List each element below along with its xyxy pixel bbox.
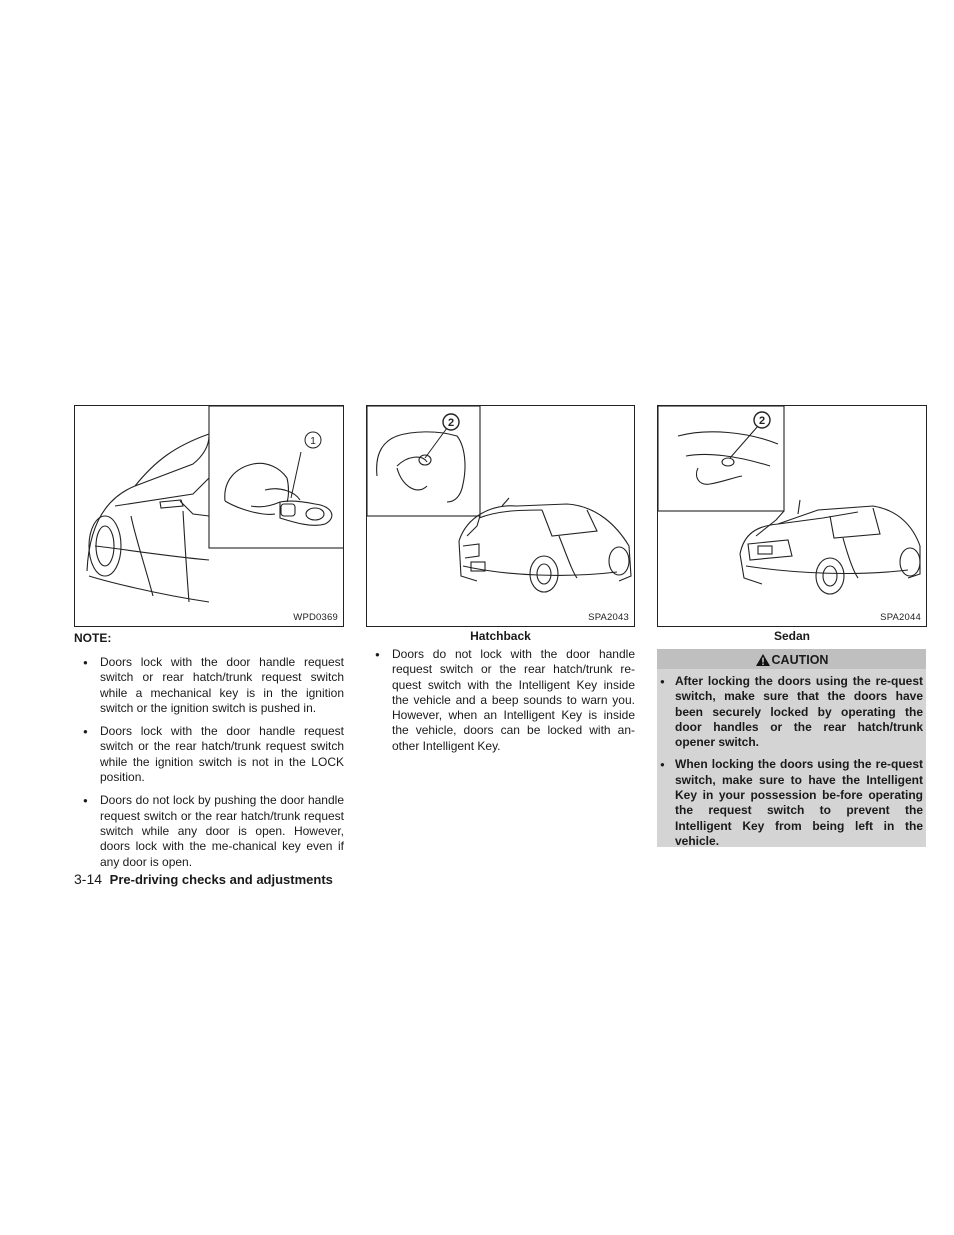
section-title: Pre-driving checks and adjustments xyxy=(109,872,333,887)
list-item: ● Doors do not lock by pushing the door handle request switch or the rear hatch/trunk request switch while any door is open. However, doors lock with the me-chanical key even if any door is open. xyxy=(74,793,344,869)
note-list xyxy=(74,655,344,878)
door-handle-illustration xyxy=(75,406,344,627)
list-item: ● After locking the doors using the re-quest switch, make sure that the doors have been securely locked by operating the door handles or the rear hatch/trunk opener switch. xyxy=(657,674,923,750)
figure-callout-2: 2 xyxy=(758,415,766,427)
list-item: ● Doors lock with the door handle request switch or the rear hatch/trunk request switch while the ignition switch is not in the LOCK position. xyxy=(74,724,344,785)
page-footer xyxy=(74,871,333,887)
figure-caption-hatchback: Hatchback xyxy=(470,629,531,643)
figure-callout-2: 2 xyxy=(447,417,455,429)
figure-callout-1: 1 xyxy=(310,436,316,447)
figure-code: SPA2044 xyxy=(880,612,921,623)
note-heading: NOTE: xyxy=(74,631,112,645)
caution-list xyxy=(657,674,923,856)
sedan-illustration xyxy=(658,406,927,627)
list-item: ● Doors do not lock with the door handle request switch or the rear hatch/trunk re-quest switch with the Intelligent Key inside the vehicle and a beep sounds to warn you. However, when an Intelligent Key is inside the vehicle, doors can be locked with an-other Intelligent Key. xyxy=(366,647,635,754)
figure-code: WPD0369 xyxy=(293,612,338,623)
page-number: 3-14 xyxy=(74,871,103,887)
figure-hatchback xyxy=(366,405,635,627)
warning-triangle-icon xyxy=(755,652,771,674)
middle-list xyxy=(366,647,635,762)
figure-code: SPA2043 xyxy=(588,612,629,623)
figure-caption-sedan: Sedan xyxy=(773,629,810,643)
caution-header xyxy=(657,649,926,669)
caution-heading: CAUTION xyxy=(771,653,829,667)
list-item: ● Doors lock with the door handle request switch or rear hatch/trunk request switch while a mechanical key is in the ignition switch or the ignition switch is pushed in. xyxy=(74,655,344,716)
figure-door-handle xyxy=(74,405,344,627)
list-item: ● When locking the doors using the re-quest switch, make sure to have the Intelligent Key in your possession be-fore operating the request switch to prevent the Intelligent Key from being left in the vehicle. xyxy=(657,757,923,849)
hatchback-illustration xyxy=(367,406,635,627)
caution-box xyxy=(657,649,926,847)
figure-sedan xyxy=(657,405,927,627)
